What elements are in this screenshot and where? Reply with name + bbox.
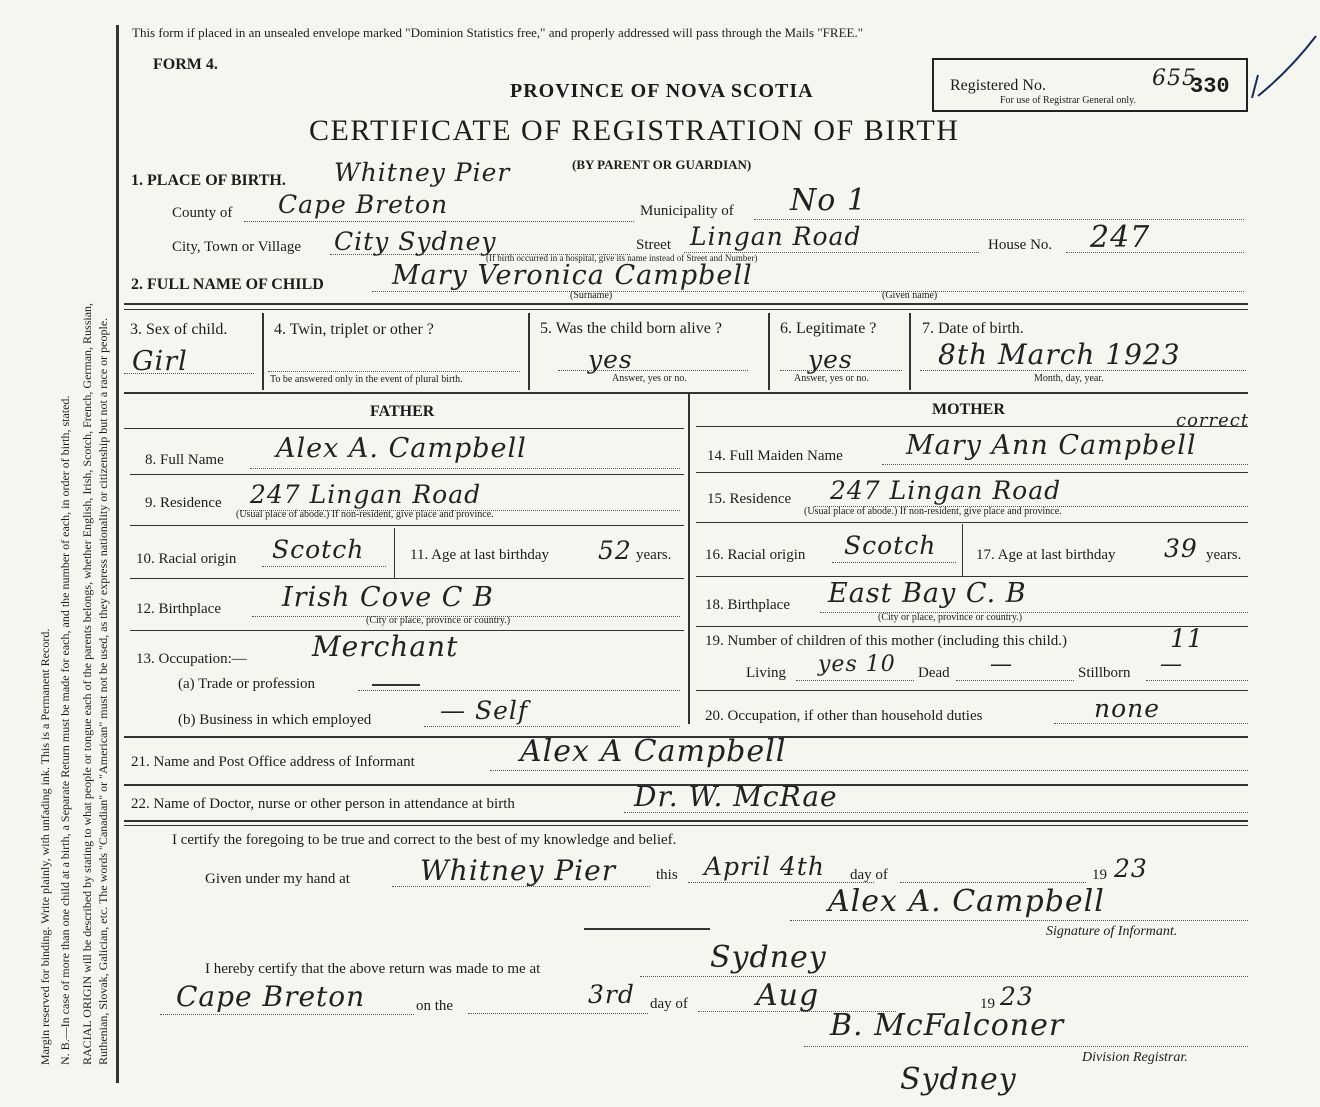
father-race-value: Scotch <box>272 535 365 564</box>
twin-label: 4. Twin, triplet or other ? <box>274 321 434 338</box>
mother-res-label: 15. Residence <box>707 491 792 507</box>
father-res-value: 247 Lingan Road <box>250 480 482 509</box>
mother-bp-note: (City or place, province or country.) <box>878 612 1023 623</box>
living-label: Living <box>746 665 786 681</box>
place-of-birth-label: 1. PLACE OF BIRTH. <box>131 172 286 189</box>
father-race-label: 10. Racial origin <box>136 551 237 567</box>
street-label: Street <box>636 237 671 253</box>
margin-note-racial-origin-2: Ruthenian, Slovak, Galician, etc. The words "Canadian" or "American" must not be used, as they express nationality or citizenship but not a race or people. <box>96 317 110 1065</box>
registrar-county-line <box>160 1014 414 1015</box>
father-race-divider <box>394 528 395 578</box>
parents-divider <box>688 394 690 724</box>
living-line <box>796 680 914 681</box>
registrar-day-line <box>468 1013 648 1014</box>
municipality-value: No 1 <box>790 183 867 218</box>
father-age-value: 52 <box>598 536 632 565</box>
city-label: City, Town or Village <box>172 239 302 255</box>
father-rule-3 <box>130 578 684 579</box>
dead-line <box>956 680 1074 681</box>
cert-dayof-label: day of <box>850 867 888 883</box>
twin-note: To be answered only in the event of plural birth. <box>270 374 463 385</box>
alive-value: yes <box>588 345 633 374</box>
cert-statement: I certify the foregoing to be true and correct to the best of my knowledge and belief. <box>172 832 677 848</box>
mother-heading-rule <box>696 426 1248 427</box>
registered-handwritten: 655 <box>1152 66 1197 91</box>
father-occ-label: 13. Occupation:— <box>136 651 247 667</box>
mother-res-value: 247 Lingan Road <box>830 476 1062 505</box>
alive-label: 5. Was the child born alive ? <box>540 320 722 337</box>
father-name-value: Alex A. Campbell <box>276 433 527 464</box>
father-heading: FATHER <box>370 403 435 420</box>
dob-note: Month, day, year. <box>1034 373 1104 384</box>
registrar-year-prefix: 19 <box>980 996 995 1012</box>
father-bp-note: (City or place, province or country.) <box>366 615 511 626</box>
registrar-statement: I hereby certify that the above return was made to me at <box>205 961 541 977</box>
legitimate-note: Answer, yes or no. <box>794 373 869 384</box>
municipality-line <box>754 219 1244 220</box>
father-rule-2 <box>130 525 684 526</box>
informant-value: Alex A Campbell <box>520 734 787 769</box>
business-label: (b) Business in which employed <box>178 712 372 728</box>
registered-label: Registered No. <box>950 77 1046 94</box>
divider-3-4 <box>262 313 264 390</box>
registrar-county-value: Cape Breton <box>176 980 366 1013</box>
divider-6-7 <box>909 313 911 390</box>
mother-name-correction: correct <box>1176 410 1250 431</box>
informant-signature: Alex A. Campbell <box>828 884 1105 919</box>
short-divider <box>584 928 710 930</box>
mother-race-divider <box>962 524 963 576</box>
mother-rule-1 <box>696 472 1248 473</box>
doctor-label: 22. Name of Doctor, nurse or other person in attendance at birth <box>131 796 515 812</box>
father-race-line <box>262 566 386 567</box>
city-value: City Sydney <box>334 227 497 256</box>
house-label: House No. <box>988 237 1053 253</box>
informant-line <box>490 770 1248 771</box>
margin-note-binding: Margin reserved for binding. Write plainly, with unfading ink. This is a Permanent Record. <box>38 628 52 1065</box>
father-occ-value: Merchant <box>312 630 459 663</box>
dob-label: 7. Date of birth. <box>922 320 1024 337</box>
stillborn-value: — <box>1160 652 1183 677</box>
dead-value: — <box>990 652 1013 677</box>
mother-name-line <box>882 464 1248 465</box>
mother-occ-line <box>1054 723 1248 724</box>
street-value: Lingan Road <box>690 222 862 251</box>
registrar-signature: B. McFalconer <box>830 1008 1065 1043</box>
given-name-note: (Given name) <box>882 290 938 301</box>
father-years: years. <box>636 547 672 563</box>
form-number: FORM 4. <box>153 56 218 73</box>
rule-5b <box>124 825 1248 826</box>
sex-label: 3. Sex of child. <box>130 321 228 338</box>
check-mark-icon <box>1250 30 1320 100</box>
mother-years: years. <box>1206 547 1242 563</box>
child-name-label: 2. FULL NAME OF CHILD <box>131 276 324 293</box>
rule-top-1 <box>124 303 1248 305</box>
mail-note: This form if placed in an unsealed envelope marked "Dominion Statistics free," and properly addressed will pass through the Mails "FREE." <box>132 25 864 40</box>
margin-note-multiple-births: N. B.—In case of more than one child at a birth, a Separate Return must be made for each, and the number of each, in order of birth, stated. <box>58 395 72 1065</box>
registrar-on-label: on the <box>416 998 454 1014</box>
left-border <box>116 25 119 1083</box>
registrar-sig-label: Division Registrar. <box>1082 1050 1188 1065</box>
county-value: Cape Breton <box>278 190 449 219</box>
doctor-value: Dr. W. McRae <box>634 780 838 813</box>
registered-box <box>932 58 1248 112</box>
house-value: 247 <box>1090 220 1151 255</box>
registrar-note: For use of Registrar General only. <box>1000 95 1136 106</box>
cert-year-prefix: 19 <box>1092 867 1107 883</box>
dead-label: Dead <box>918 665 950 681</box>
mother-age-label: 17. Age at last birthday <box>976 547 1116 563</box>
hospital-note: (If birth occurred in a hospital, give its name instead of Street and Number) <box>486 253 758 263</box>
page-subtitle: (BY PARENT OR GUARDIAN) <box>572 157 752 172</box>
place-of-birth-value: Whitney Pier <box>334 158 511 187</box>
mother-heading: MOTHER <box>932 401 1005 418</box>
father-age-label: 11. Age at last birthday <box>410 547 549 563</box>
rule-top-2 <box>124 309 1248 310</box>
alive-note: Answer, yes or no. <box>612 373 687 384</box>
legitimate-label: 6. Legitimate ? <box>780 320 877 337</box>
mother-rule-5 <box>696 690 1248 691</box>
province-heading: PROVINCE OF NOVA SCOTIA <box>510 80 814 102</box>
child-name-line <box>372 291 1244 292</box>
legitimate-value: yes <box>808 345 853 374</box>
trade-label: (a) Trade or profession <box>178 676 316 692</box>
registrar-year-value: 23 <box>1000 982 1034 1011</box>
margin-note-racial-origin-1: RACIAL ORIGIN will be described by stating to what people or tongue each of the parents belongs, whether English, Irish, Scotch, French, German, Russian, <box>80 302 94 1065</box>
registrar-sig-place: Sydney <box>900 1062 1017 1097</box>
business-line <box>424 726 680 727</box>
registrar-month-value: Aug <box>756 978 820 1013</box>
mother-race-value: Scotch <box>844 531 937 560</box>
mother-race-line <box>832 562 956 563</box>
business-value: — Self <box>440 696 529 725</box>
mother-rule-3 <box>696 576 1248 577</box>
alive-line <box>558 370 748 371</box>
registrar-place-line <box>640 976 1248 977</box>
this-label: this <box>656 867 678 883</box>
informant-sig-line <box>790 920 1248 921</box>
divider-4-5 <box>528 313 530 390</box>
registrar-dayof-label: day of <box>650 996 688 1012</box>
living-value: yes 10 <box>818 652 896 677</box>
mother-res-note: (Usual place of abode.) If non-resident, give place and province. <box>804 506 1062 517</box>
mother-occ-value: none <box>1094 694 1161 723</box>
informant-sig-label: Signature of Informant. <box>1046 924 1178 939</box>
father-bp-label: 12. Birthplace <box>136 601 221 617</box>
stillborn-line <box>1146 680 1248 681</box>
registrar-sig-line <box>804 1046 1248 1047</box>
surname-note: (Surname) <box>570 290 613 301</box>
father-rule-1 <box>130 474 684 475</box>
children-count-value: 11 <box>1170 624 1204 653</box>
children-count-label: 19. Number of children of this mother (including this child.) <box>705 633 1068 649</box>
given-label: Given under my hand at <box>205 871 350 887</box>
cert-year-value: 23 <box>1114 854 1148 883</box>
cert-day-value: April 4th <box>704 852 825 881</box>
county-label: County of <box>172 205 233 221</box>
father-name-line <box>250 468 680 469</box>
dob-value: 8th March 1923 <box>938 338 1181 371</box>
mother-name-value: Mary Ann Campbell <box>906 430 1197 461</box>
informant-label: 21. Name and Post Office address of Informant <box>131 754 415 770</box>
stillborn-label: Stillborn <box>1078 665 1131 681</box>
trade-dash <box>372 684 420 686</box>
father-name-label: 8. Full Name <box>145 452 224 468</box>
rule-5a <box>124 820 1248 822</box>
mother-bp-value: East Bay C. B <box>828 578 1027 609</box>
registered-number: 330 <box>1190 74 1230 99</box>
father-res-note: (Usual place of abode.) If non-resident, give place and province. <box>236 509 494 520</box>
mother-race-label: 16. Racial origin <box>705 547 806 563</box>
divider-5-6 <box>768 313 770 390</box>
page-title: CERTIFICATE OF REGISTRATION OF BIRTH <box>309 114 960 147</box>
street-line <box>684 252 979 253</box>
father-bp-value: Irish Cove C B <box>282 582 494 613</box>
given-place-value: Whitney Pier <box>420 854 617 887</box>
sex-value: Girl <box>132 346 188 377</box>
mother-name-label: 14. Full Maiden Name <box>707 448 843 464</box>
cert-day-line <box>688 882 874 883</box>
county-line <box>244 221 634 222</box>
registrar-place-value: Sydney <box>710 940 827 975</box>
cert-month-line <box>900 882 1086 883</box>
child-name-value: Mary Veronica Campbell <box>392 260 753 291</box>
mother-age-value: 39 <box>1164 534 1198 563</box>
mother-rule-4 <box>696 626 1248 627</box>
mother-occ-label: 20. Occupation, if other than household duties <box>705 708 983 724</box>
father-heading-rule <box>124 428 684 429</box>
mother-bp-label: 18. Birthplace <box>705 597 790 613</box>
trade-line <box>358 690 680 691</box>
twin-line <box>268 371 520 372</box>
father-res-label: 9. Residence <box>145 495 222 511</box>
municipality-label: Municipality of <box>640 203 734 219</box>
mother-rule-2 <box>696 522 1248 523</box>
rule-2 <box>124 392 1248 394</box>
registrar-day-value: 3rd <box>588 980 635 1009</box>
